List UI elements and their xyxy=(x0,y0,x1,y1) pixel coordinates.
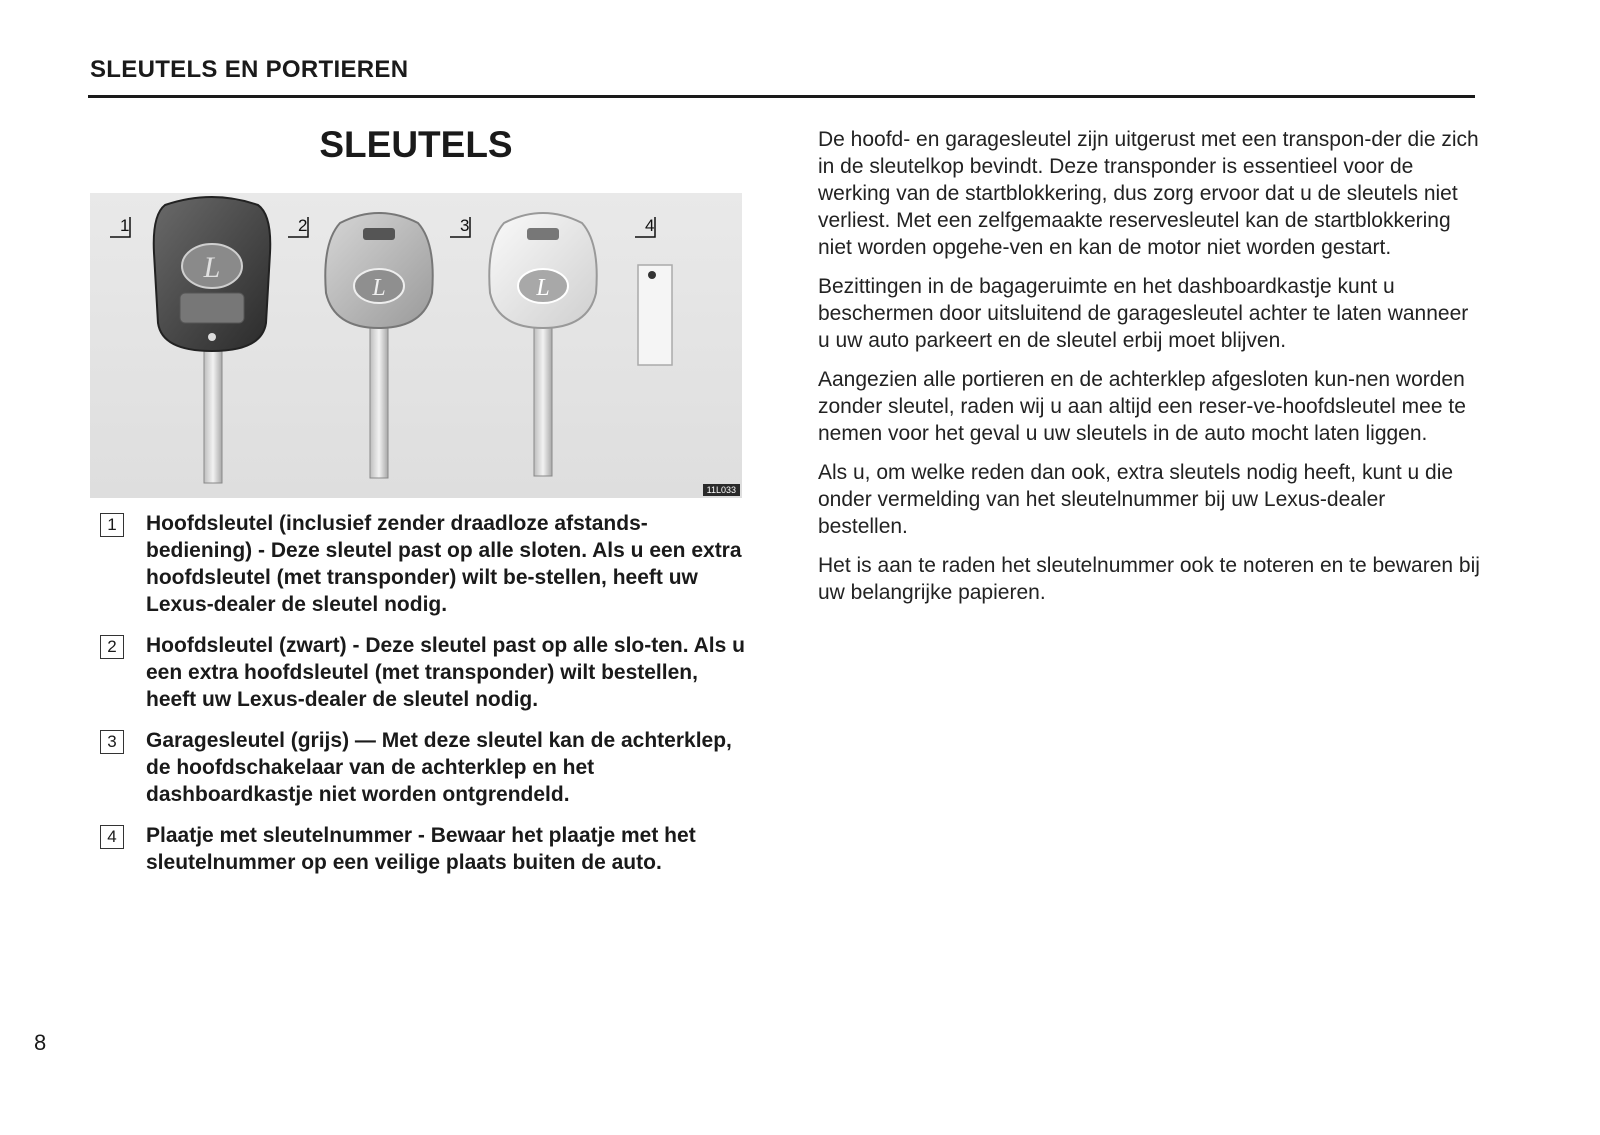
legend-text: Plaatje met sleutelnummer - Bewaar het plaatje met het sleutelnummer op een veilige plaats buiten de auto. xyxy=(146,824,696,874)
svg-text:L: L xyxy=(536,275,550,301)
svg-text:L: L xyxy=(372,275,386,301)
legend-number-box: 2 xyxy=(100,635,124,659)
master-key-black xyxy=(325,213,432,478)
body-paragraph: De hoofd- en garagesleutel zijn uitgerust met een transpon-der die zich in de sleutelkop bevindt. Deze transponder is essentieel voor de werking van de startblokkering, dus zorg ervoor dat u de sleutels niet verliest. Met een zelfgemaakte reservesleutel kan de startblokkering niet worden opgehe-ven en kan de motor niet worden gestart. xyxy=(818,128,1479,259)
section-header: SLEUTELS EN PORTIEREN xyxy=(90,56,409,83)
body-paragraph: Aangezien alle portieren en de achterklep afgesloten kun-nen worden zonder sleutel, raden wij u aan altijd een reser-ve-hoofdsleutel mee te nemen voor het geval u uw sleutels in de auto mocht laten liggen. xyxy=(818,368,1466,445)
legend-text: Hoofdsleutel (inclusief zender draadloze afstands-bediening) - Deze sleutel past op alle sloten. Als u een extra hoofdsleutel (met transponder) wilt be-stellen, heeft uw Lexus-dealer de sleutel nodig. xyxy=(146,512,742,616)
callout-4 xyxy=(635,216,655,237)
legend-item xyxy=(98,632,748,713)
header-rule xyxy=(88,95,1475,98)
page-title: SLEUTELS xyxy=(319,124,513,165)
body-paragraph: Bezittingen in de bagageruimte en het dashboardkastje kunt u beschermen door uitsluitend de garagesleutel achter te laten wanneer u uw auto parkeert en de sleutel erbij moet blijven. xyxy=(818,275,1469,352)
legend-number-box: 1 xyxy=(100,513,124,537)
legend-item xyxy=(98,510,748,618)
keys-drawing xyxy=(90,193,742,498)
svg-text:4: 4 xyxy=(645,216,655,235)
body-text-column xyxy=(818,126,1480,618)
body-paragraph: Als u, om welke reden dan ook, extra sleutels nodig heeft, kunt u die onder vermelding van het sleutelnummer bij uw Lexus-dealer bestellen. xyxy=(818,461,1454,538)
callout-1 xyxy=(110,216,130,237)
body-paragraph: Het is aan te raden het sleutelnummer ook te noteren en te bewaren bij uw belangrijke papieren. xyxy=(818,554,1480,604)
figure-code: 11L033 xyxy=(703,484,740,496)
legend-text: Garagesleutel (grijs) — Met deze sleutel kan de achterklep, de hoofdschakelaar van de achterklep en het dashboardkastje niet worden ontgrendeld. xyxy=(146,729,732,806)
svg-text:L: L xyxy=(203,251,221,284)
svg-text:1: 1 xyxy=(120,216,130,235)
legend-text: Hoofdsleutel (zwart) - Deze sleutel past op alle slo-ten. Als u een extra hoofdsleutel (met transponder) wilt bestellen, heeft uw Lexus-dealer de sleutel nodig. xyxy=(146,634,745,711)
svg-text:2: 2 xyxy=(298,216,308,235)
legend-number-box: 3 xyxy=(100,730,124,754)
key-legend-list xyxy=(98,510,748,890)
key-number-plate xyxy=(638,265,672,365)
master-key-remote xyxy=(154,197,271,483)
callout-3 xyxy=(450,216,470,237)
legend-number-box: 4 xyxy=(100,825,124,849)
svg-text:3: 3 xyxy=(460,216,470,235)
valet-key-grey xyxy=(489,213,596,476)
page-number: 8 xyxy=(34,1030,47,1055)
legend-item xyxy=(98,727,748,808)
legend-item xyxy=(98,822,748,876)
keys-illustration xyxy=(90,193,742,498)
callout-2 xyxy=(288,216,308,237)
